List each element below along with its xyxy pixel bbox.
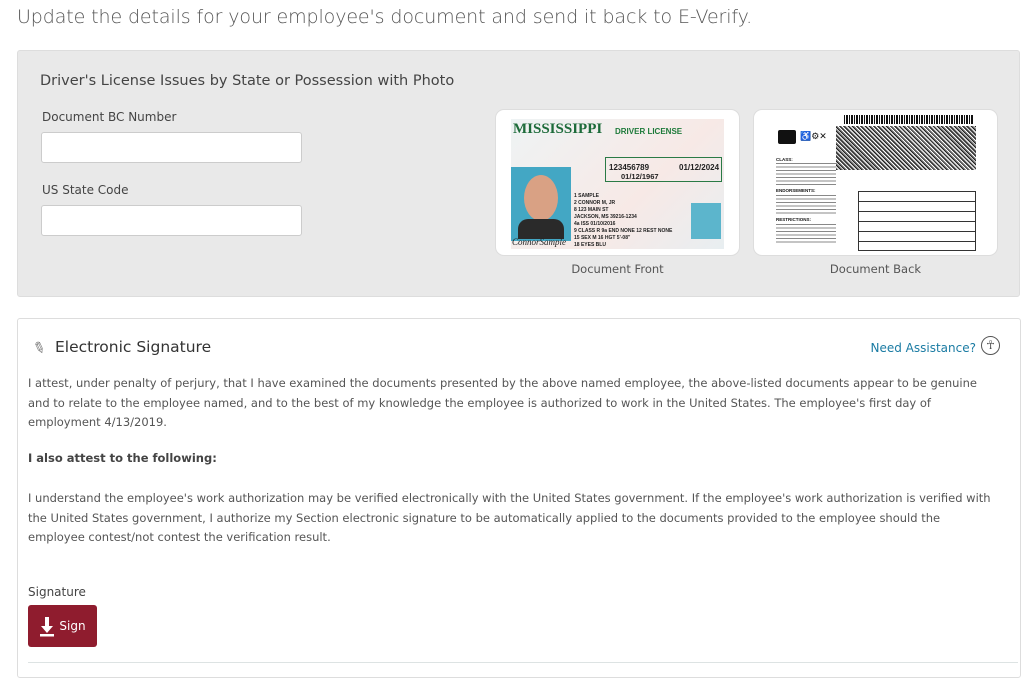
signature-title: Electronic Signature — [55, 338, 212, 356]
document-title: Driver's License Issues by State or Possession with Photo — [40, 73, 455, 89]
authorization-text: I understand the employee's work authorization may be verified electronically with the United States government. If the employee's work authorization is verified with the United States government, I authorize my Section electronic signature to be automatically applied to the documents provided to the employee should the employee contest/not contest the verification result. — [28, 491, 991, 544]
license-name1: 1 SAMPLE — [574, 193, 600, 199]
license-back — [776, 115, 981, 250]
license-eyes: 18 EYES BLU — [574, 242, 606, 248]
pencil-icon: ✎ — [30, 337, 49, 359]
license-signature: ConnorSample — [512, 237, 566, 247]
accessibility-icon[interactable]: ☥ — [981, 336, 1000, 355]
need-assistance-link[interactable]: Need Assistance? — [870, 341, 976, 355]
state-code-input[interactable] — [41, 205, 302, 236]
license-number: 123456789 — [609, 163, 650, 172]
license-addr1: 8 123 MAIN ST — [574, 207, 609, 213]
download-icon — [39, 615, 55, 637]
document-front-caption: Document Front — [571, 262, 664, 276]
restrict-fine-print — [776, 224, 836, 244]
document-back-image[interactable] — [753, 109, 998, 256]
back-endorse: ENDORSEMENTS: — [776, 188, 816, 193]
pdf417-code — [836, 126, 976, 170]
attestation-text: I attest, under penalty of perjury, that I have examined the documents presented by the above named employee, the above-listed documents appear to be genuine and to relate to the employee named, and to the best of my knowledge the employee is authorized to work in the United States. The employee's first day of employment 4/13/2019. — [28, 376, 977, 429]
bc-number-label: Document BC Number — [42, 110, 177, 124]
document-front-image[interactable] — [495, 109, 740, 256]
sign-button[interactable] — [28, 605, 97, 647]
bc-number-input[interactable] — [41, 132, 302, 163]
back-restrict: RESTRICTIONS: — [776, 217, 812, 222]
state-map-icon — [778, 130, 796, 144]
license-dob: 01/12/1967 — [621, 172, 659, 181]
class-fine-print — [776, 163, 836, 187]
attest-following-heading: I also attest to the following: — [28, 451, 217, 465]
page-heading: Update the details for your employee's document and send it back to E-Verify. — [17, 6, 753, 28]
ghost-photo — [691, 203, 721, 239]
sign-button-label: Sign — [59, 619, 86, 633]
electronic-signature-panel — [17, 318, 1021, 678]
license-sex: 15 SEX M 16 HGT 5'-08" — [574, 235, 631, 241]
back-class: CLASS: — [776, 157, 793, 162]
license-front — [511, 119, 724, 249]
license-state: MISSISSIPPI — [513, 121, 603, 137]
symbols-icon: ♿⚙✕ — [800, 131, 827, 141]
document-back-caption: Document Back — [829, 262, 922, 276]
document-panel — [17, 50, 1020, 297]
license-type: DRIVER LICENSE — [615, 127, 683, 136]
license-class: 9 CLASS R 9a END NONE 12 REST NONE — [574, 228, 673, 234]
barcode — [844, 115, 974, 124]
license-iss: 4a ISS 01/10/2016 — [574, 221, 616, 227]
license-name2: 2 CONNOR M, JR — [574, 200, 616, 206]
license-addr2: JACKSON, MS 39216-1234 — [574, 214, 637, 220]
state-code-label: US State Code — [42, 183, 129, 197]
photo — [511, 167, 571, 241]
license-exp: 01/12/2024 — [679, 163, 720, 172]
divider — [28, 662, 1018, 663]
donor-form — [858, 191, 976, 251]
endorse-fine-print — [776, 195, 836, 215]
signature-label: Signature — [28, 585, 86, 599]
